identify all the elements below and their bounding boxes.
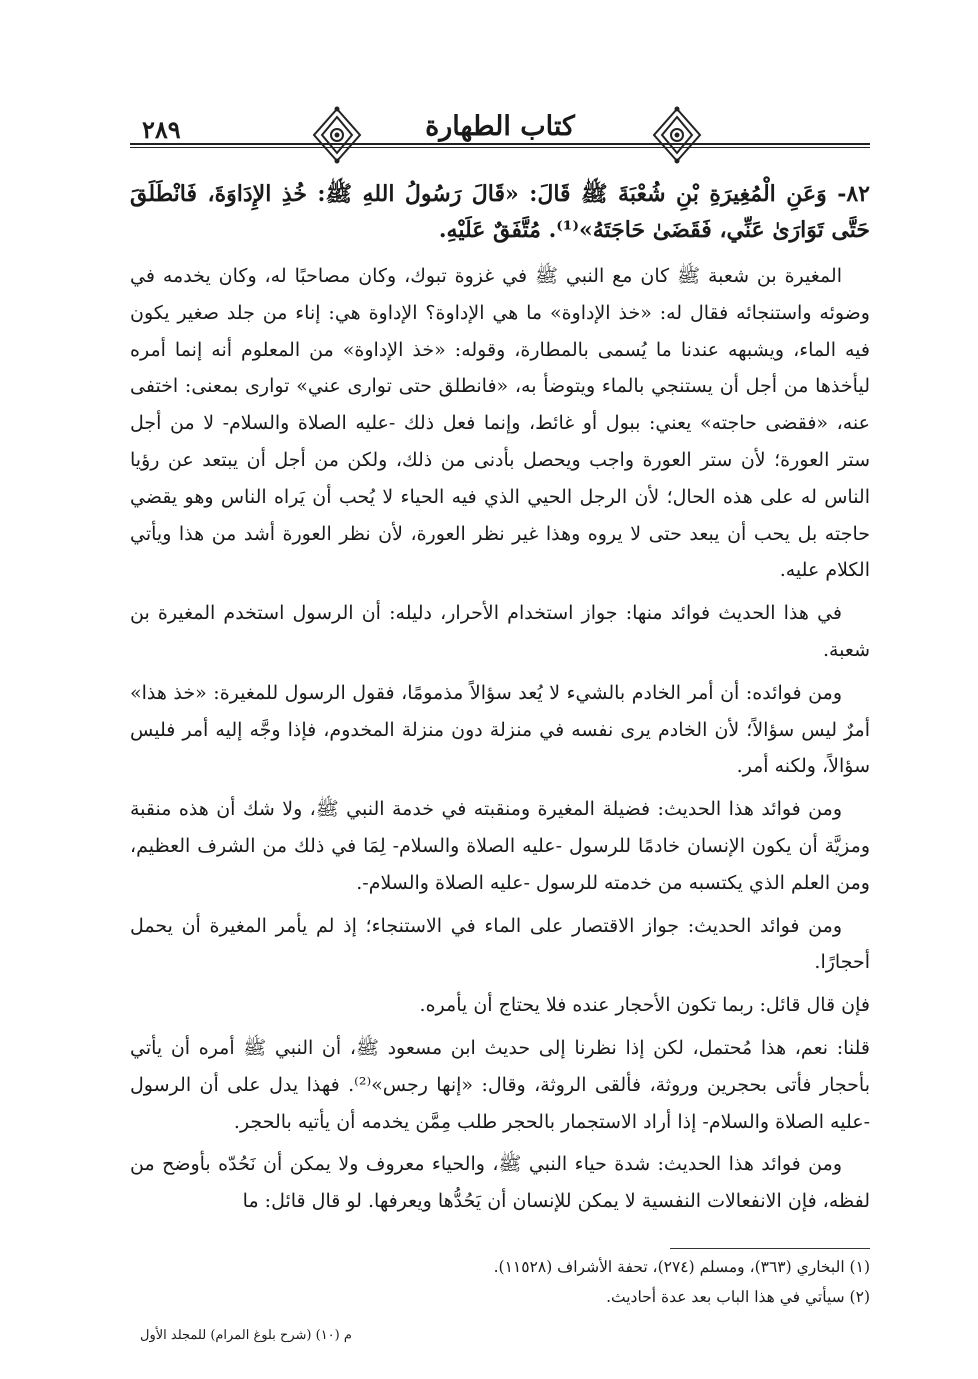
printer-signature-mark: م (١٠) (شرح بلوغ المرام) للمجلد الأول	[140, 1328, 352, 1343]
page-header	[130, 103, 870, 173]
paragraph: ومن فوائده: أن أمر الخادم بالشيء لا يُعد سؤالاً مذمومًا، فقول الرسول للمغيرة: «خذ هذا» أمرٌ ليس سؤالاً؛ لأن الخادم يرى نفسه في منزلة دون منزلة المخدوم، فإذا وجَّه إليه أمر فليس سؤالاً، ولكنه أمر.	[130, 681, 870, 778]
paragraph: في هذا الحديث فوائد منها: جواز استخدام الأحرار، دليله: أن الرسول استخدم المغيرة بن شعبة.	[130, 602, 870, 661]
paragraph: ومن فوائد الحديث: جواز الاقتصار على الماء في الاستنجاء؛ إذ لم يأمر المغيرة أن يحمل أحجارًا.	[130, 914, 870, 974]
paragraph: ومن فوائد هذا الحديث: شدة حياء النبي ﷺ، والحياء معروف ولا يمكن أن نَحُدّه بأوضح من لفظه، فإن الانفعالات النفسية لا يمكن للإنسان أن يَحُدُّها ويعرفها. لو قال قائل: ما	[130, 1153, 870, 1213]
footnote-divider	[670, 1248, 870, 1249]
header-rule	[130, 143, 870, 145]
header-rule-thin	[130, 147, 870, 148]
page-number: ٢٨٩	[142, 115, 181, 144]
footnote: (٢) سيأتي في هذا الباب بعد عدة أحاديث.	[606, 1288, 870, 1306]
paragraph: قلنا: نعم، هذا مُحتمل، لكن إذا نظرنا إلى حديث ابن مسعود ﷺ، أن النبي ﷺ أمره أن يأتي بأحجار فأتى بحجرين وروثة، فألقى الروثة، وقال: «إنها رجس»⁽²⁾. فهذا يدل على أن الرسول -عليه الصلاة والسلام- إذا أراد الاستجمار بالحجر طلب مِمَّن يخدمه أن يأتيه بالحجر.	[130, 1036, 870, 1133]
arabesque-ornament-icon	[310, 105, 364, 165]
paragraph: المغيرة بن شعبة ﷺ كان مع النبي ﷺ في غزوة تبوك، وكان مصاحبًا له، وكان يخدمه في وضوئه واستنجائه فقال له: «خذ الإداوة» ما هي الإداوة؟ الإداوة هي: إناء من جلد صغير يكون فيه الماء، ويشبهه عندنا ما يُسمى بالمطارة، وقوله: «خذ الإداوة» من المعلوم أنه إنما أمره ليأخذها من أجل أن يستنجي بالماء ويتوضأ به، «فانطلق حتى توارى عني» توارى بمعنى: اختفى عنه، «فقضى حاجته» يعني: ببول أو غائط، وإنما فعل ذلك -عليه الصلاة والسلام- لا من أجل ستر العورة؛ لأن ستر العورة واجب ويحصل بأدنى من ذلك، ولكن من أجل أن يبتعد عن رؤيا الناس له على هذه الحال؛ لأن الرجل الحيي الذي فيه الحياء لا يُحب أن يَراه الناس وهو يقضي حاجته بل يحب أن يبعد حتى لا يروه وهذا غير نظر العورة، لأن نظر العورة أشد من هذا ويأتي الكلام عليه.	[130, 265, 870, 582]
hadith-text: ٨٢- وَعَنِ الْمُغِيرَةِ بْنِ شُعْبَةَ ﷺ قَالَ: «قَالَ رَسُولُ اللهِ ﷺ: خُذِ الإِدَاوَةَ، فَانْطَلَقَ حَتَّى تَوَارَىٰ عَنِّي، فَقَضَىٰ حَاجَتَهُ»⁽¹⁾. مُتَّفَقٌ عَلَيْهِ.	[130, 181, 870, 243]
footnote: (١) البخاري (٣٦٣)، ومسلم (٢٧٤)، تحفة الأشراف (١١٥٢٨).	[493, 1258, 870, 1276]
book-title: كتاب الطهارة	[425, 111, 575, 142]
page-body	[130, 176, 870, 1226]
paragraph: فإن قال قائل: ربما تكون الأحجار عنده فلا يحتاج أن يأمره.	[419, 994, 870, 1017]
footnotes	[130, 1252, 870, 1312]
arabesque-ornament-icon	[650, 105, 704, 165]
paragraph: ومن فوائد هذا الحديث: فضيلة المغيرة ومنقبته في خدمة النبي ﷺ، ولا شك أن هذه منقبة ومزيَّة أن يكون الإنسان خادمًا للرسول -عليه الصلاة والسلام- لِمَا في ذلك من الشرف العظيم، ومن العلم الذي يكتسبه من خدمته للرسول -عليه الصلاة والسلام-.	[130, 798, 870, 894]
